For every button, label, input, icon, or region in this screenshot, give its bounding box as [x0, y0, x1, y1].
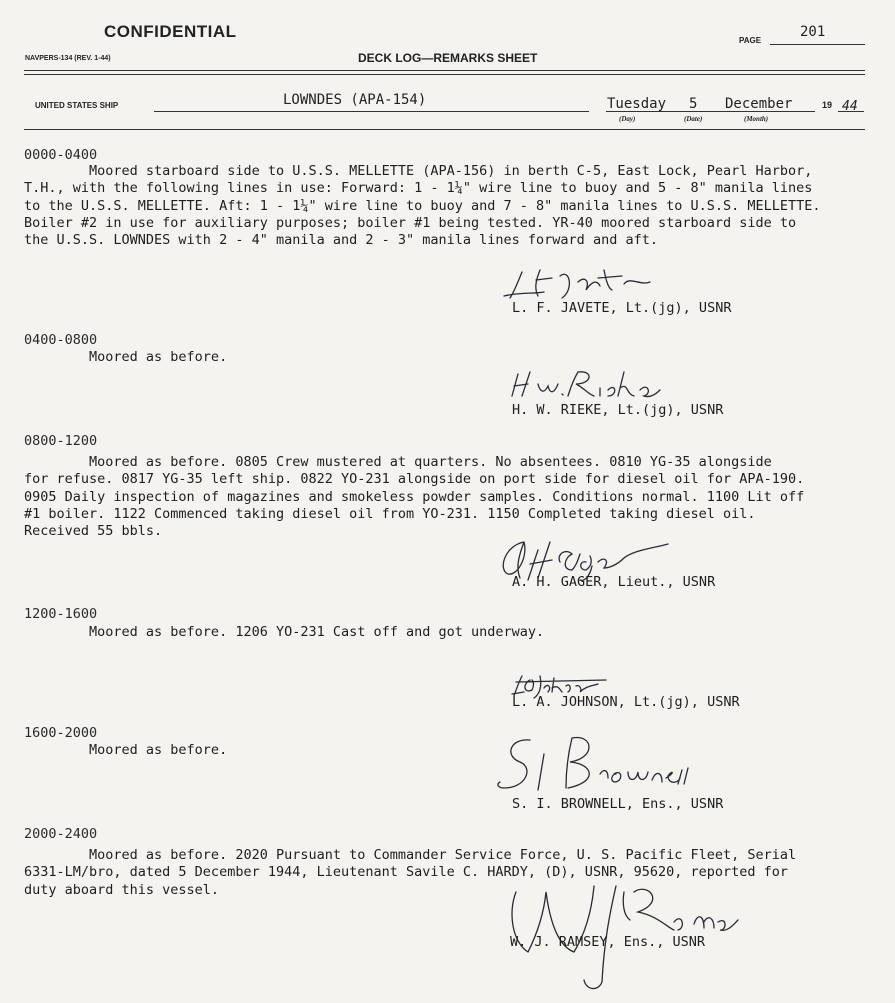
log-date: 5	[689, 96, 698, 112]
ship-name: LOWNDES (APA-154)	[283, 92, 427, 108]
form-title: DECK LOG—REMARKS SHEET	[358, 51, 538, 65]
log-month: December	[725, 96, 793, 112]
watch-period: 1600-2000	[24, 725, 98, 741]
watch-period: 1200-1600	[24, 606, 98, 622]
day-caption: (Day)	[619, 115, 636, 123]
watch-remarks: Moored as before.	[24, 742, 228, 758]
ship-label: UNITED STATES SHIP	[35, 101, 119, 110]
header-rule-bottom	[24, 129, 865, 130]
signature-rieke	[508, 368, 668, 402]
page-number-underline	[770, 44, 865, 45]
header-rule-top-double	[24, 74, 865, 75]
watch-remarks: Moored starboard side to U.S.S. MELLETTE (APA-156) in berth C-5, East Lock, Pearl Harbor, T.H., with the following lines in use: Forward: 1 - 1¼" wire line to buoy and 5 - 8" manila lines to the U.S.S. MELLETTE. Aft: 1 - 1¼" wire line to buoy and 7 - 8" manila lines to U.S.S. MELLETTE. Boiler #2 in use for auxiliary purposes; boiler #1 being tested. YR-40 moored starboard side to the U.S.S. LOWNDES with 2 - 4" manila and 2 - 3" manila lines forward and aft.	[24, 163, 821, 249]
ship-name-underline	[154, 111, 589, 112]
header-rule-top	[24, 70, 865, 71]
form-number: NAVPERS-134 (REV. 1-44)	[25, 55, 111, 62]
officer-of-deck: H. W. RIEKE, Lt.(jg), USNR	[512, 402, 724, 418]
watch-remarks: Moored as before. 0805 Crew mustered at quarters. No absentees. 0810 YG-35 alongside for refuse. 0817 YG-35 left ship. 0822 YO-231 alongside on port side for diesel oil for APA-190. 0905 Daily inspection of magazines and smokeless powder samples. Conditions normal. 1100 Lit off #1 boiler. 1122 Commenced taking diesel oil from YO-231. 1150 Completed taking diesel oil. Received 55 bbls.	[24, 454, 805, 540]
page-number: 201	[800, 24, 826, 40]
watch-remarks: Moored as before. 1206 YO-231 Cast off and got underway.	[24, 624, 545, 640]
page-label: PAGE	[739, 36, 762, 45]
watch-remarks: Moored as before. 2020 Pursuant to Commander Service Force, U. S. Pacific Fleet, Serial 6331-LM/bro, dated 5 December 1944, Lieutenant Savile C. HARDY, (D), USNR, 95620, reported for duty aboard this vessel.	[24, 847, 797, 898]
officer-of-deck: A. H. GAGER, Lieut., USNR	[512, 574, 716, 590]
watch-period: 0400-0800	[24, 332, 98, 348]
officer-of-deck: W. J. RAMSEY, Ens., USNR	[510, 934, 706, 950]
watch-period: 2000-2400	[24, 826, 98, 842]
date-caption: (Date)	[684, 115, 703, 123]
year-suffix: 44	[842, 99, 858, 114]
officer-of-deck: S. I. BROWNELL, Ens., USNR	[512, 796, 724, 812]
month-caption: (Month)	[744, 115, 769, 123]
classification-label: CONFIDENTIAL	[104, 22, 237, 41]
year-prefix: 19	[822, 100, 833, 110]
officer-of-deck: L. A. JOHNSON, Lt.(jg), USNR	[512, 694, 740, 710]
signature-brownell	[490, 734, 700, 798]
watch-period: 0800-1200	[24, 433, 98, 449]
officer-of-deck: L. F. JAVETE, Lt.(jg), USNR	[512, 300, 732, 316]
log-day: Tuesday	[607, 96, 667, 112]
watch-remarks: Moored as before.	[24, 349, 228, 365]
watch-period: 0000-0400	[24, 147, 98, 163]
